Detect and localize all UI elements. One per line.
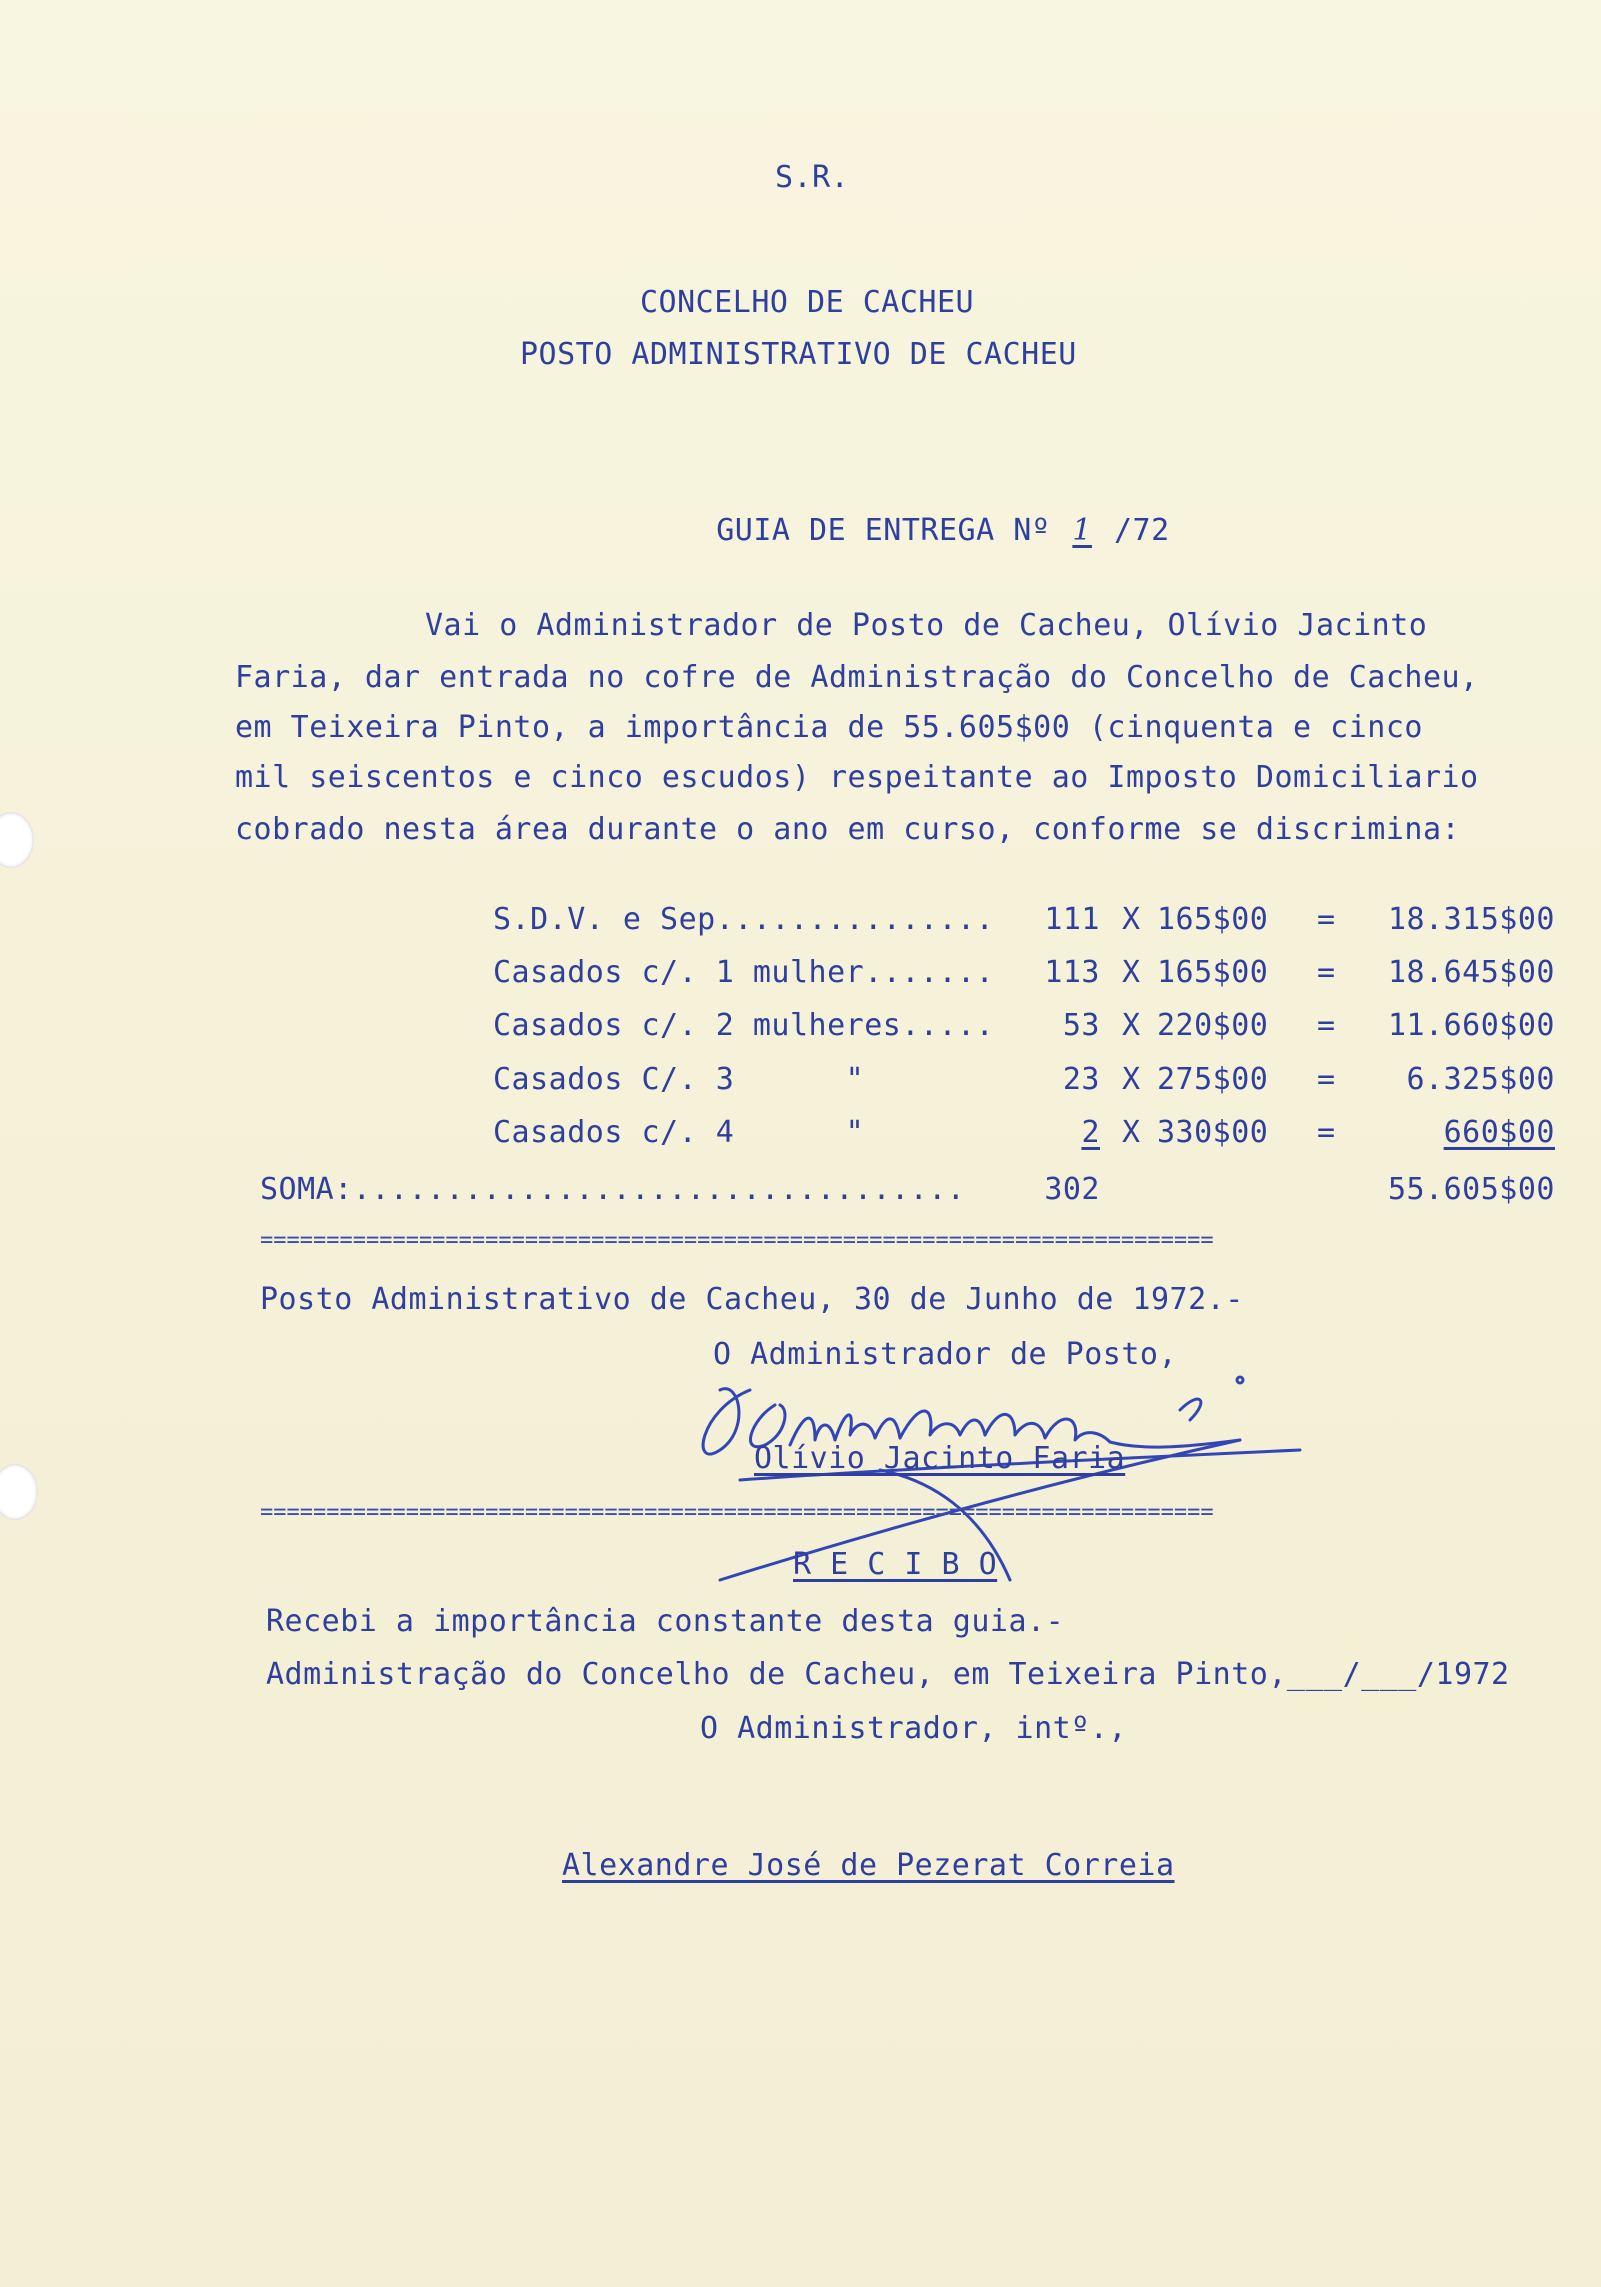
row-qty: 113 (1044, 955, 1100, 990)
row-qty: 53 (1062, 1008, 1100, 1043)
row-x: X (1122, 955, 1141, 990)
row-rate: 165$00 (1157, 955, 1269, 990)
receipt-name: Alexandre José de Pezerat Correia (562, 1848, 1175, 1883)
row-total: 18.645$00 (1387, 955, 1555, 990)
guide-title-prefix: GUIA DE ENTREGA Nº (716, 513, 1051, 548)
guide-title (642, 478, 1170, 583)
receipt-title: O Administrador, intº., (700, 1711, 1127, 1746)
council-heading: CONCELHO DE CACHEU (640, 285, 975, 320)
row-rate: 275$00 (1157, 1062, 1269, 1097)
receipt-line-2: Administração do Concelho de Cacheu, em Teixeira Pinto,___/___/1972 (266, 1657, 1510, 1692)
place-date-line: Posto Administrativo de Cacheu, 30 de Junho de 1972.- (260, 1282, 1244, 1317)
sum-qty: 302 (1044, 1172, 1100, 1207)
row-equals: = (1317, 1115, 1336, 1150)
post-heading: POSTO ADMINISTRATIVO DE CACHEU (520, 337, 1077, 372)
body-line-4: mil seiscentos e cinco escudos) respeitante ao Imposto Domiciliario (235, 760, 1479, 795)
receipt-line-1: Recebi a importância constante desta guia.- (266, 1604, 1065, 1639)
row-equals: = (1317, 1008, 1336, 1043)
sum-total: 55.605$00 (1387, 1172, 1555, 1207)
sr-heading: S.R. (775, 160, 850, 195)
row-equals: = (1317, 955, 1336, 990)
row-equals: = (1317, 902, 1336, 937)
body-line-5: cobrado nesta área durante o ano em curso, conforme se discrimina: (235, 812, 1461, 847)
row-total: 18.315$00 (1387, 902, 1555, 937)
row-label: Casados C/. 3 " (493, 1062, 865, 1097)
sum-label: SOMA:................................. (260, 1172, 966, 1207)
row-label: S.D.V. e Sep............... (493, 902, 995, 937)
guide-number: 1 (1072, 513, 1092, 548)
closing-title: O Administrador de Posto, (713, 1337, 1178, 1372)
row-qty: 2 (1081, 1115, 1100, 1150)
row-rate: 220$00 (1157, 1008, 1269, 1043)
row-label: Casados c/. 4 " (493, 1115, 865, 1150)
row-rate: 165$00 (1157, 902, 1269, 937)
body-line-2: Faria, dar entrada no cofre de Administração do Concelho de Cacheu, (235, 660, 1479, 695)
row-total: 660$00 (1443, 1115, 1555, 1150)
separator-rule: ======================================================================== (260, 1228, 1214, 1253)
row-x: X (1122, 1062, 1141, 1097)
closing-name: Olívio Jacinto Faria (754, 1441, 1126, 1476)
row-equals: = (1317, 1062, 1336, 1097)
row-x: X (1122, 1115, 1141, 1150)
row-x: X (1122, 1008, 1141, 1043)
row-x: X (1122, 902, 1141, 937)
punch-hole-bottom (0, 1464, 38, 1520)
row-total: 11.660$00 (1387, 1008, 1555, 1043)
separator-rule: ======================================================================== (260, 1500, 1214, 1525)
row-label: Casados c/. 1 mulher....... (493, 955, 995, 990)
row-rate: 330$00 (1157, 1115, 1269, 1150)
guide-title-suffix: /72 (1113, 513, 1170, 548)
row-total: 6.325$00 (1406, 1062, 1555, 1097)
row-qty: 23 (1062, 1062, 1100, 1097)
receipt-heading: R E C I B O (793, 1547, 998, 1582)
row-qty: 111 (1044, 902, 1100, 937)
body-line-3: em Teixeira Pinto, a importância de 55.605$00 (cinquenta e cinco (235, 710, 1423, 745)
row-label: Casados c/. 2 mulheres..... (493, 1008, 995, 1043)
punch-hole-top (0, 812, 34, 868)
body-line-1: Vai o Administrador de Posto de Cacheu, Olívio Jacinto (425, 608, 1428, 643)
